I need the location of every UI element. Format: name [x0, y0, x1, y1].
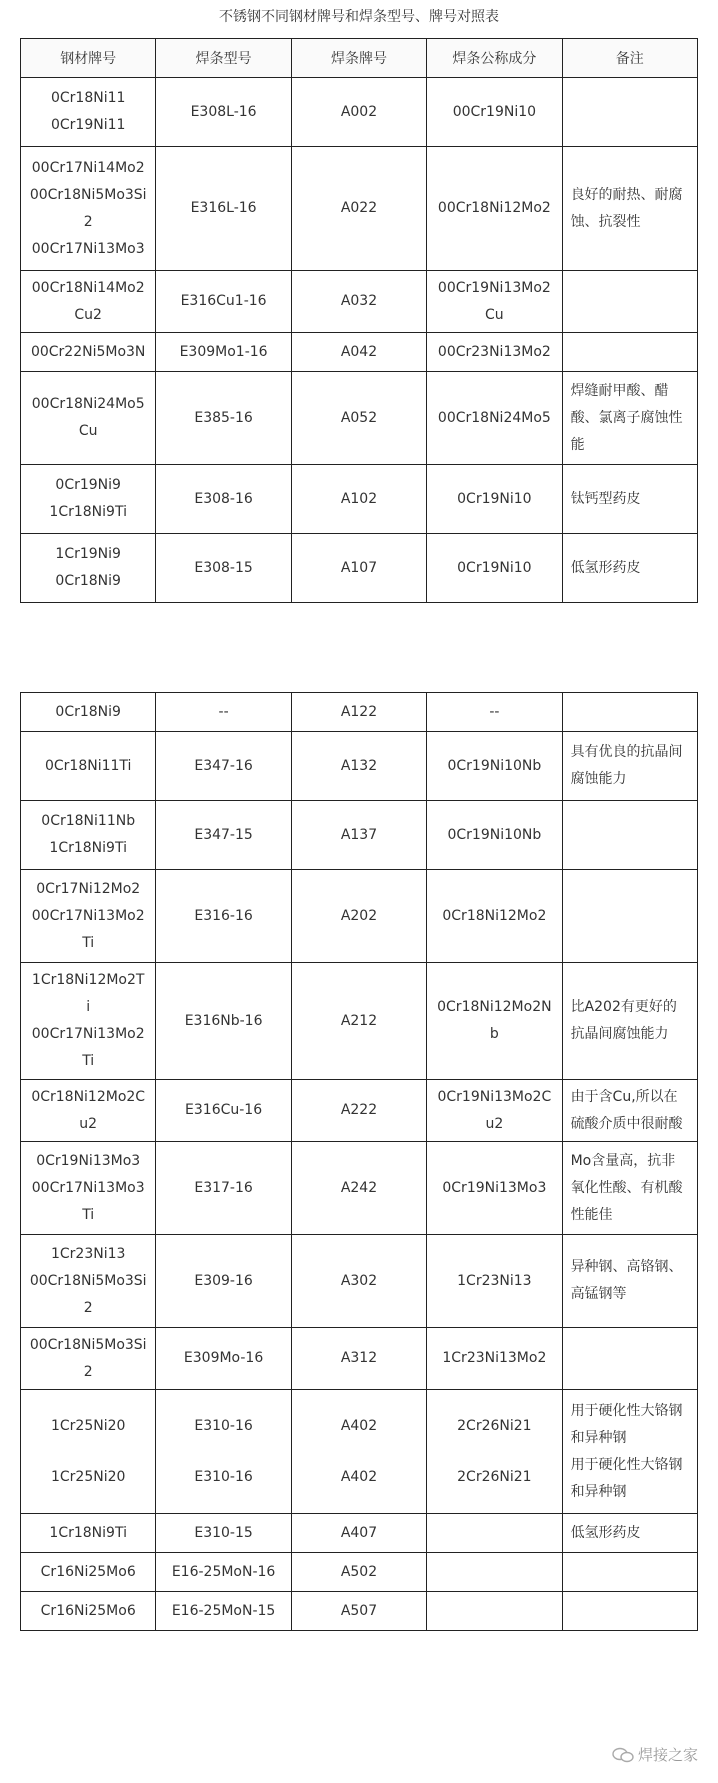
electrode-grade-cell [291, 534, 426, 603]
electrode-type-cell [156, 1390, 291, 1514]
electrode-grade-cell [291, 1235, 426, 1328]
composition-cell [427, 465, 562, 534]
electrode-grade-cell [291, 801, 426, 870]
steel-grade-cell-line: 00Cr17Ni13Mo3 [31, 1179, 145, 1196]
composition-cell [427, 1390, 562, 1514]
electrode-type-cell-line: E316Cu1-16 [180, 293, 267, 309]
table-row [21, 1553, 698, 1592]
steel-grade-cell-line: 0Cr18Ni11 [50, 90, 126, 106]
remarks-cell-line: 氧化性酸、有机酸 [570, 1179, 683, 1196]
electrode-type-cell-line: E316Nb-16 [184, 1012, 263, 1029]
electrode-grade-cell-line: A212 [340, 1012, 378, 1029]
composition-cell-line: 1Cr23Ni13 [457, 1272, 532, 1289]
table-row [21, 372, 698, 465]
steel-grade-cell-line: 00Cr18Ni5Mo3Si [29, 1336, 147, 1353]
steel-grade-cell-line: 00Cr18Ni5Mo3Si [29, 1272, 147, 1289]
steel-grade-cell-line: Ti [82, 934, 95, 951]
steel-grade-cell-line: Ti [82, 1206, 95, 1223]
electrode-type-cell [156, 147, 291, 271]
electrode-type-cell [156, 1514, 291, 1553]
header-steel-grade: 钢材牌号 [21, 39, 156, 78]
composition-cell [427, 1142, 562, 1235]
electrode-grade-cell [291, 271, 426, 333]
remarks-cell [562, 801, 697, 870]
steel-grade-cell-line: 1Cr25Ni20 [50, 1417, 126, 1434]
steel-grade-cell-line: 2 [83, 1363, 93, 1380]
steel-grade-cell-line: 0Cr18Ni11Nb [41, 813, 136, 829]
composition-cell [427, 1592, 562, 1631]
steel-grade-cell-line: 0Cr18Ni12Mo2C [31, 1088, 146, 1105]
remarks-cell-line: 钛钙型药皮 [570, 490, 641, 507]
electrode-type-cell-line: E316L-16 [190, 200, 257, 216]
steel-grade-cell-line: 1Cr18Ni12Mo2T [31, 972, 145, 988]
steel-grade-cell-line: 00Cr18Ni5Mo3Si [29, 186, 147, 203]
electrode-type-cell [156, 963, 291, 1080]
remarks-cell [562, 1514, 697, 1553]
composition-cell-line: 0Cr19Ni10Nb [447, 757, 542, 774]
electrode-type-cell [156, 1142, 291, 1235]
electrode-type-cell-line: E308L-16 [190, 103, 257, 120]
remarks-cell [562, 870, 697, 963]
composition-cell-line: 0Cr19Ni10 [457, 490, 532, 507]
electrode-type-cell [156, 1553, 291, 1592]
wechat-icon [612, 1747, 634, 1763]
composition-cell [427, 333, 562, 372]
composition-cell-line: 00Cr18Ni12Mo2 [437, 200, 551, 216]
table-row [21, 1142, 698, 1235]
steel-grade-cell-line: 0Cr19Ni13Mo3 [36, 1152, 141, 1169]
steel-grade-cell-line: Cr16Ni25Mo6 [40, 1602, 136, 1619]
steel-grade-cell [21, 1390, 156, 1514]
remarks-cell [562, 372, 697, 465]
remarks-cell-line: 抗晶间腐蚀能力 [570, 1026, 669, 1042]
remarks-cell-line: 低氢形药皮 [570, 559, 641, 576]
electrode-grade-cell [291, 465, 426, 534]
remarks-cell [562, 963, 697, 1080]
remarks-cell-line: 高锰钢等 [570, 1286, 627, 1302]
composition-cell-line: 0Cr19Ni10 [457, 559, 532, 576]
electrode-grade-cell-line: A222 [340, 1102, 378, 1118]
remarks-cell [562, 147, 697, 271]
steel-grade-cell-line: 00Cr18Ni24Mo5 [31, 396, 145, 412]
steel-grade-cell-line: 1Cr19Ni9 [55, 546, 121, 562]
table-row [21, 963, 698, 1080]
composition-cell-line: 0Cr18Ni12Mo2N [437, 999, 552, 1015]
table-row [21, 534, 698, 603]
electrode-grade-cell-line: A202 [340, 907, 378, 924]
steel-grade-cell-line: 0Cr18Ni9 [55, 703, 121, 720]
remarks-cell-line: 比A202有更好的 [570, 999, 677, 1015]
steel-grade-cell [21, 1328, 156, 1390]
steel-grade-cell-line: 00Cr17Ni13Mo2 [31, 1026, 145, 1042]
electrode-grade-cell [291, 372, 426, 465]
electrode-type-cell [156, 1080, 291, 1142]
composition-cell-line: 00Cr19Ni10 [452, 103, 537, 120]
remarks-cell [562, 1235, 697, 1328]
electrode-grade-cell-line: A312 [340, 1350, 378, 1366]
electrode-grade-cell-line: A137 [340, 826, 378, 843]
electrode-grade-cell [291, 1592, 426, 1631]
remarks-cell [562, 1142, 697, 1235]
steel-grade-cell-line: 1Cr18Ni9Ti [49, 840, 127, 856]
watermark-text: 焊接之家 [637, 1746, 698, 1764]
remarks-cell [562, 1390, 697, 1514]
remarks-cell-line: 良好的耐热、耐腐 [570, 186, 683, 203]
composition-cell [427, 1328, 562, 1390]
electrode-grade-cell-line: A032 [340, 293, 378, 309]
remarks-cell-line: 焊缝耐甲酸、醋 [570, 382, 669, 399]
remarks-cell-line: 用于硬化性大铬钢 [570, 1456, 683, 1473]
table-row [21, 78, 698, 147]
electrode-grade-cell [291, 1328, 426, 1390]
remarks-cell-line: 蚀、抗裂性 [570, 213, 641, 230]
steel-grade-cell-line: 0Cr19Ni9 [55, 477, 121, 493]
table-row [21, 732, 698, 801]
remarks-cell-line: 异种钢、高铬钢、 [570, 1259, 683, 1275]
steel-grade-cell [21, 801, 156, 870]
steel-grade-cell [21, 963, 156, 1080]
electrode-grade-cell-line: A107 [340, 559, 378, 576]
steel-grade-cell [21, 1142, 156, 1235]
remarks-cell [562, 465, 697, 534]
electrode-grade-cell-line: A022 [340, 200, 378, 216]
table-row [21, 333, 698, 372]
remarks-cell [562, 78, 697, 147]
composition-cell [427, 693, 562, 732]
remarks-cell-line: 由于含Cu,所以在 [570, 1088, 678, 1105]
electrode-type-cell-line: E308-15 [194, 559, 253, 576]
steel-grade-cell-line: 0Cr19Ni11 [50, 117, 126, 133]
electrode-type-cell [156, 1592, 291, 1631]
steel-grade-cell-line: 1Cr25Ni20 [50, 1468, 126, 1485]
table-row [21, 1328, 698, 1390]
electrode-grade-cell [291, 1080, 426, 1142]
composition-cell-line: 1Cr23Ni13Mo2 [442, 1350, 547, 1366]
header-electrode-type: 焊条型号 [156, 39, 291, 78]
remarks-cell-line: 具有优良的抗晶间 [570, 744, 683, 760]
electrode-grade-cell-line: A002 [340, 103, 378, 120]
table-row [21, 465, 698, 534]
electrode-grade-cell [291, 870, 426, 963]
composition-cell-line: 0Cr19Ni10Nb [447, 826, 542, 843]
steel-grade-cell [21, 372, 156, 465]
steel-grade-cell-line: 0Cr18Ni11Ti [44, 757, 132, 774]
steel-grade-cell-line: 0Cr18Ni9 [55, 573, 121, 589]
table-row [21, 1235, 698, 1328]
electrode-type-cell-line: E16-25MoN-15 [171, 1602, 276, 1619]
composition-cell-line: u2 [485, 1115, 504, 1132]
steel-grade-cell-line: 00Cr17Ni13Mo3 [31, 240, 145, 257]
electrode-type-cell-line: E308-16 [194, 490, 253, 507]
electrode-type-cell [156, 372, 291, 465]
table-row [21, 1080, 698, 1142]
remarks-cell-line: 腐蚀能力 [570, 771, 627, 787]
electrode-type-cell-line: E310-16 [194, 1468, 253, 1485]
composition-cell [427, 1514, 562, 1553]
electrode-type-cell [156, 693, 291, 732]
steel-grade-cell-line: 2 [83, 1299, 93, 1316]
table-row [21, 801, 698, 870]
steel-electrode-table-part1 [20, 38, 698, 603]
table-row [21, 1390, 698, 1514]
steel-grade-cell [21, 534, 156, 603]
electrode-grade-cell-line: A402 [340, 1468, 378, 1485]
electrode-grade-cell [291, 693, 426, 732]
steel-grade-cell [21, 271, 156, 333]
electrode-grade-cell-line: A122 [340, 703, 378, 720]
composition-cell-line: -- [489, 703, 500, 720]
composition-cell-line: 2Cr26Ni21 [457, 1417, 532, 1434]
composition-cell [427, 147, 562, 271]
electrode-grade-cell [291, 147, 426, 271]
steel-grade-cell [21, 1592, 156, 1631]
composition-cell-line: 00Cr19Ni13Mo2 [437, 279, 551, 296]
electrode-grade-cell [291, 78, 426, 147]
remarks-cell [562, 333, 697, 372]
composition-cell-line: 2Cr26Ni21 [457, 1468, 532, 1485]
composition-cell-line: 00Cr23Ni13Mo2 [437, 343, 551, 360]
remarks-cell [562, 1080, 697, 1142]
steel-grade-cell [21, 732, 156, 801]
remarks-cell-line: 性能佳 [570, 1206, 613, 1223]
steel-grade-cell [21, 465, 156, 534]
steel-grade-cell [21, 333, 156, 372]
electrode-grade-cell [291, 963, 426, 1080]
composition-cell-line: 0Cr19Ni13Mo2C [437, 1088, 552, 1105]
watermark [612, 1744, 698, 1765]
steel-grade-cell-line: 00Cr17Ni14Mo2 [31, 159, 145, 176]
table-row [21, 1514, 698, 1553]
remarks-cell [562, 1328, 697, 1390]
electrode-type-cell [156, 870, 291, 963]
composition-cell-line: Cu [485, 306, 504, 323]
table-row [21, 147, 698, 271]
electrode-type-cell-line: -- [218, 703, 229, 720]
remarks-cell [562, 1592, 697, 1631]
remarks-cell [562, 732, 697, 801]
electrode-grade-cell-line: A302 [340, 1272, 378, 1289]
header-row [21, 39, 698, 78]
remarks-cell [562, 1553, 697, 1592]
electrode-type-cell [156, 1235, 291, 1328]
composition-cell-line: 0Cr19Ni13Mo3 [442, 1179, 547, 1196]
composition-cell [427, 870, 562, 963]
electrode-grade-cell-line: A132 [340, 757, 378, 774]
header-nominal-composition: 焊条公称成分 [427, 39, 562, 78]
electrode-type-cell-line: E309-16 [194, 1272, 253, 1289]
header-remarks: 备注 [562, 39, 697, 78]
remarks-cell [562, 693, 697, 732]
steel-grade-cell [21, 78, 156, 147]
electrode-grade-cell [291, 1142, 426, 1235]
remarks-cell-line: 和异种钢 [570, 1483, 627, 1500]
electrode-type-cell-line: E316-16 [194, 907, 253, 924]
electrode-type-cell [156, 78, 291, 147]
steel-grade-cell-line: 1Cr18Ni9Ti [49, 1524, 127, 1541]
electrode-type-cell [156, 534, 291, 603]
steel-grade-cell-line: Cr16Ni25Mo6 [40, 1563, 136, 1580]
steel-grade-cell [21, 870, 156, 963]
remarks-cell-line: Mo含量高，抗非 [570, 1152, 676, 1169]
steel-grade-cell-line: 2 [83, 213, 93, 230]
steel-grade-cell-line: 00Cr18Ni14Mo2 [31, 279, 145, 296]
steel-grade-cell-line: 1Cr18Ni9Ti [49, 504, 127, 520]
electrode-type-cell-line: E16-25MoN-16 [171, 1563, 276, 1580]
electrode-type-cell [156, 801, 291, 870]
steel-grade-cell-line: Cu [78, 423, 98, 439]
remarks-cell-line: 低氢形药皮 [570, 1524, 641, 1541]
electrode-type-cell [156, 1328, 291, 1390]
composition-cell-line: 00Cr18Ni24Mo5 [437, 409, 551, 426]
composition-cell [427, 78, 562, 147]
electrode-type-cell-line: E310-15 [194, 1524, 253, 1541]
electrode-type-cell-line: E347-15 [194, 826, 253, 843]
electrode-type-cell [156, 732, 291, 801]
steel-grade-cell [21, 147, 156, 271]
steel-grade-cell [21, 693, 156, 732]
electrode-type-cell-line: E309Mo-16 [183, 1350, 264, 1366]
electrode-grade-cell [291, 1553, 426, 1592]
electrode-grade-cell [291, 333, 426, 372]
remarks-cell-line: 用于硬化性大铬钢 [570, 1402, 683, 1419]
electrode-grade-cell-line: A402 [340, 1417, 378, 1434]
table-row [21, 271, 698, 333]
electrode-grade-cell-line: A042 [340, 343, 378, 360]
remarks-cell-line: 硫酸介质中很耐酸 [570, 1115, 683, 1132]
electrode-type-cell-line: E310-16 [194, 1417, 253, 1434]
electrode-grade-cell-line: A507 [340, 1602, 378, 1619]
composition-cell [427, 732, 562, 801]
steel-grade-cell [21, 1514, 156, 1553]
table-row [21, 1592, 698, 1631]
remarks-cell-line: 和异种钢 [570, 1429, 627, 1446]
electrode-grade-cell [291, 732, 426, 801]
steel-grade-cell [21, 1553, 156, 1592]
steel-grade-cell-line: Cu2 [74, 306, 102, 323]
remarks-cell [562, 534, 697, 603]
electrode-grade-cell [291, 1390, 426, 1514]
composition-cell [427, 963, 562, 1080]
steel-electrode-table-part2 [20, 692, 698, 1631]
remarks-cell-line: 酸、氯离子腐蚀性 [570, 409, 683, 426]
electrode-type-cell-line: E347-16 [194, 757, 253, 774]
remarks-cell-line: 能 [570, 436, 585, 453]
steel-grade-cell [21, 1080, 156, 1142]
electrode-type-cell-line: E316Cu-16 [185, 1102, 263, 1118]
steel-grade-cell-line: 00Cr22Ni5Mo3N [30, 343, 146, 360]
composition-cell [427, 534, 562, 603]
electrode-grade-cell-line: A242 [340, 1179, 378, 1196]
composition-cell [427, 1080, 562, 1142]
electrode-type-cell-line: E385-16 [194, 409, 253, 426]
electrode-type-cell [156, 333, 291, 372]
table-row [21, 693, 698, 732]
steel-grade-cell-line: 0Cr17Ni12Mo2 [36, 880, 141, 897]
electrode-grade-cell-line: A407 [340, 1524, 378, 1541]
steel-grade-cell-line: i [86, 999, 91, 1015]
composition-cell [427, 801, 562, 870]
electrode-type-cell-line: E317-16 [194, 1179, 253, 1196]
electrode-grade-cell-line: A052 [340, 409, 378, 426]
composition-cell [427, 271, 562, 333]
composition-cell [427, 1235, 562, 1328]
steel-grade-cell [21, 1235, 156, 1328]
composition-cell-line: 0Cr18Ni12Mo2 [442, 907, 547, 924]
remarks-cell [562, 271, 697, 333]
electrode-type-cell-line: E309Mo1-16 [179, 343, 268, 360]
table-title: 不锈钢不同钢材牌号和焊条型号、牌号对照表 [219, 9, 499, 25]
steel-grade-cell-line: 1Cr23Ni13 [50, 1245, 126, 1262]
table-row [21, 870, 698, 963]
header-electrode-grade: 焊条牌号 [291, 39, 426, 78]
steel-grade-cell-line: u2 [79, 1115, 98, 1132]
composition-cell [427, 372, 562, 465]
electrode-type-cell [156, 465, 291, 534]
steel-grade-cell-line: 00Cr17Ni13Mo2 [31, 907, 145, 924]
composition-cell-line: b [489, 1026, 499, 1042]
steel-grade-cell-line: Ti [82, 1053, 95, 1069]
electrode-grade-cell-line: A502 [340, 1563, 378, 1580]
electrode-type-cell [156, 271, 291, 333]
composition-cell [427, 1553, 562, 1592]
electrode-grade-cell [291, 1514, 426, 1553]
electrode-grade-cell-line: A102 [340, 490, 378, 507]
